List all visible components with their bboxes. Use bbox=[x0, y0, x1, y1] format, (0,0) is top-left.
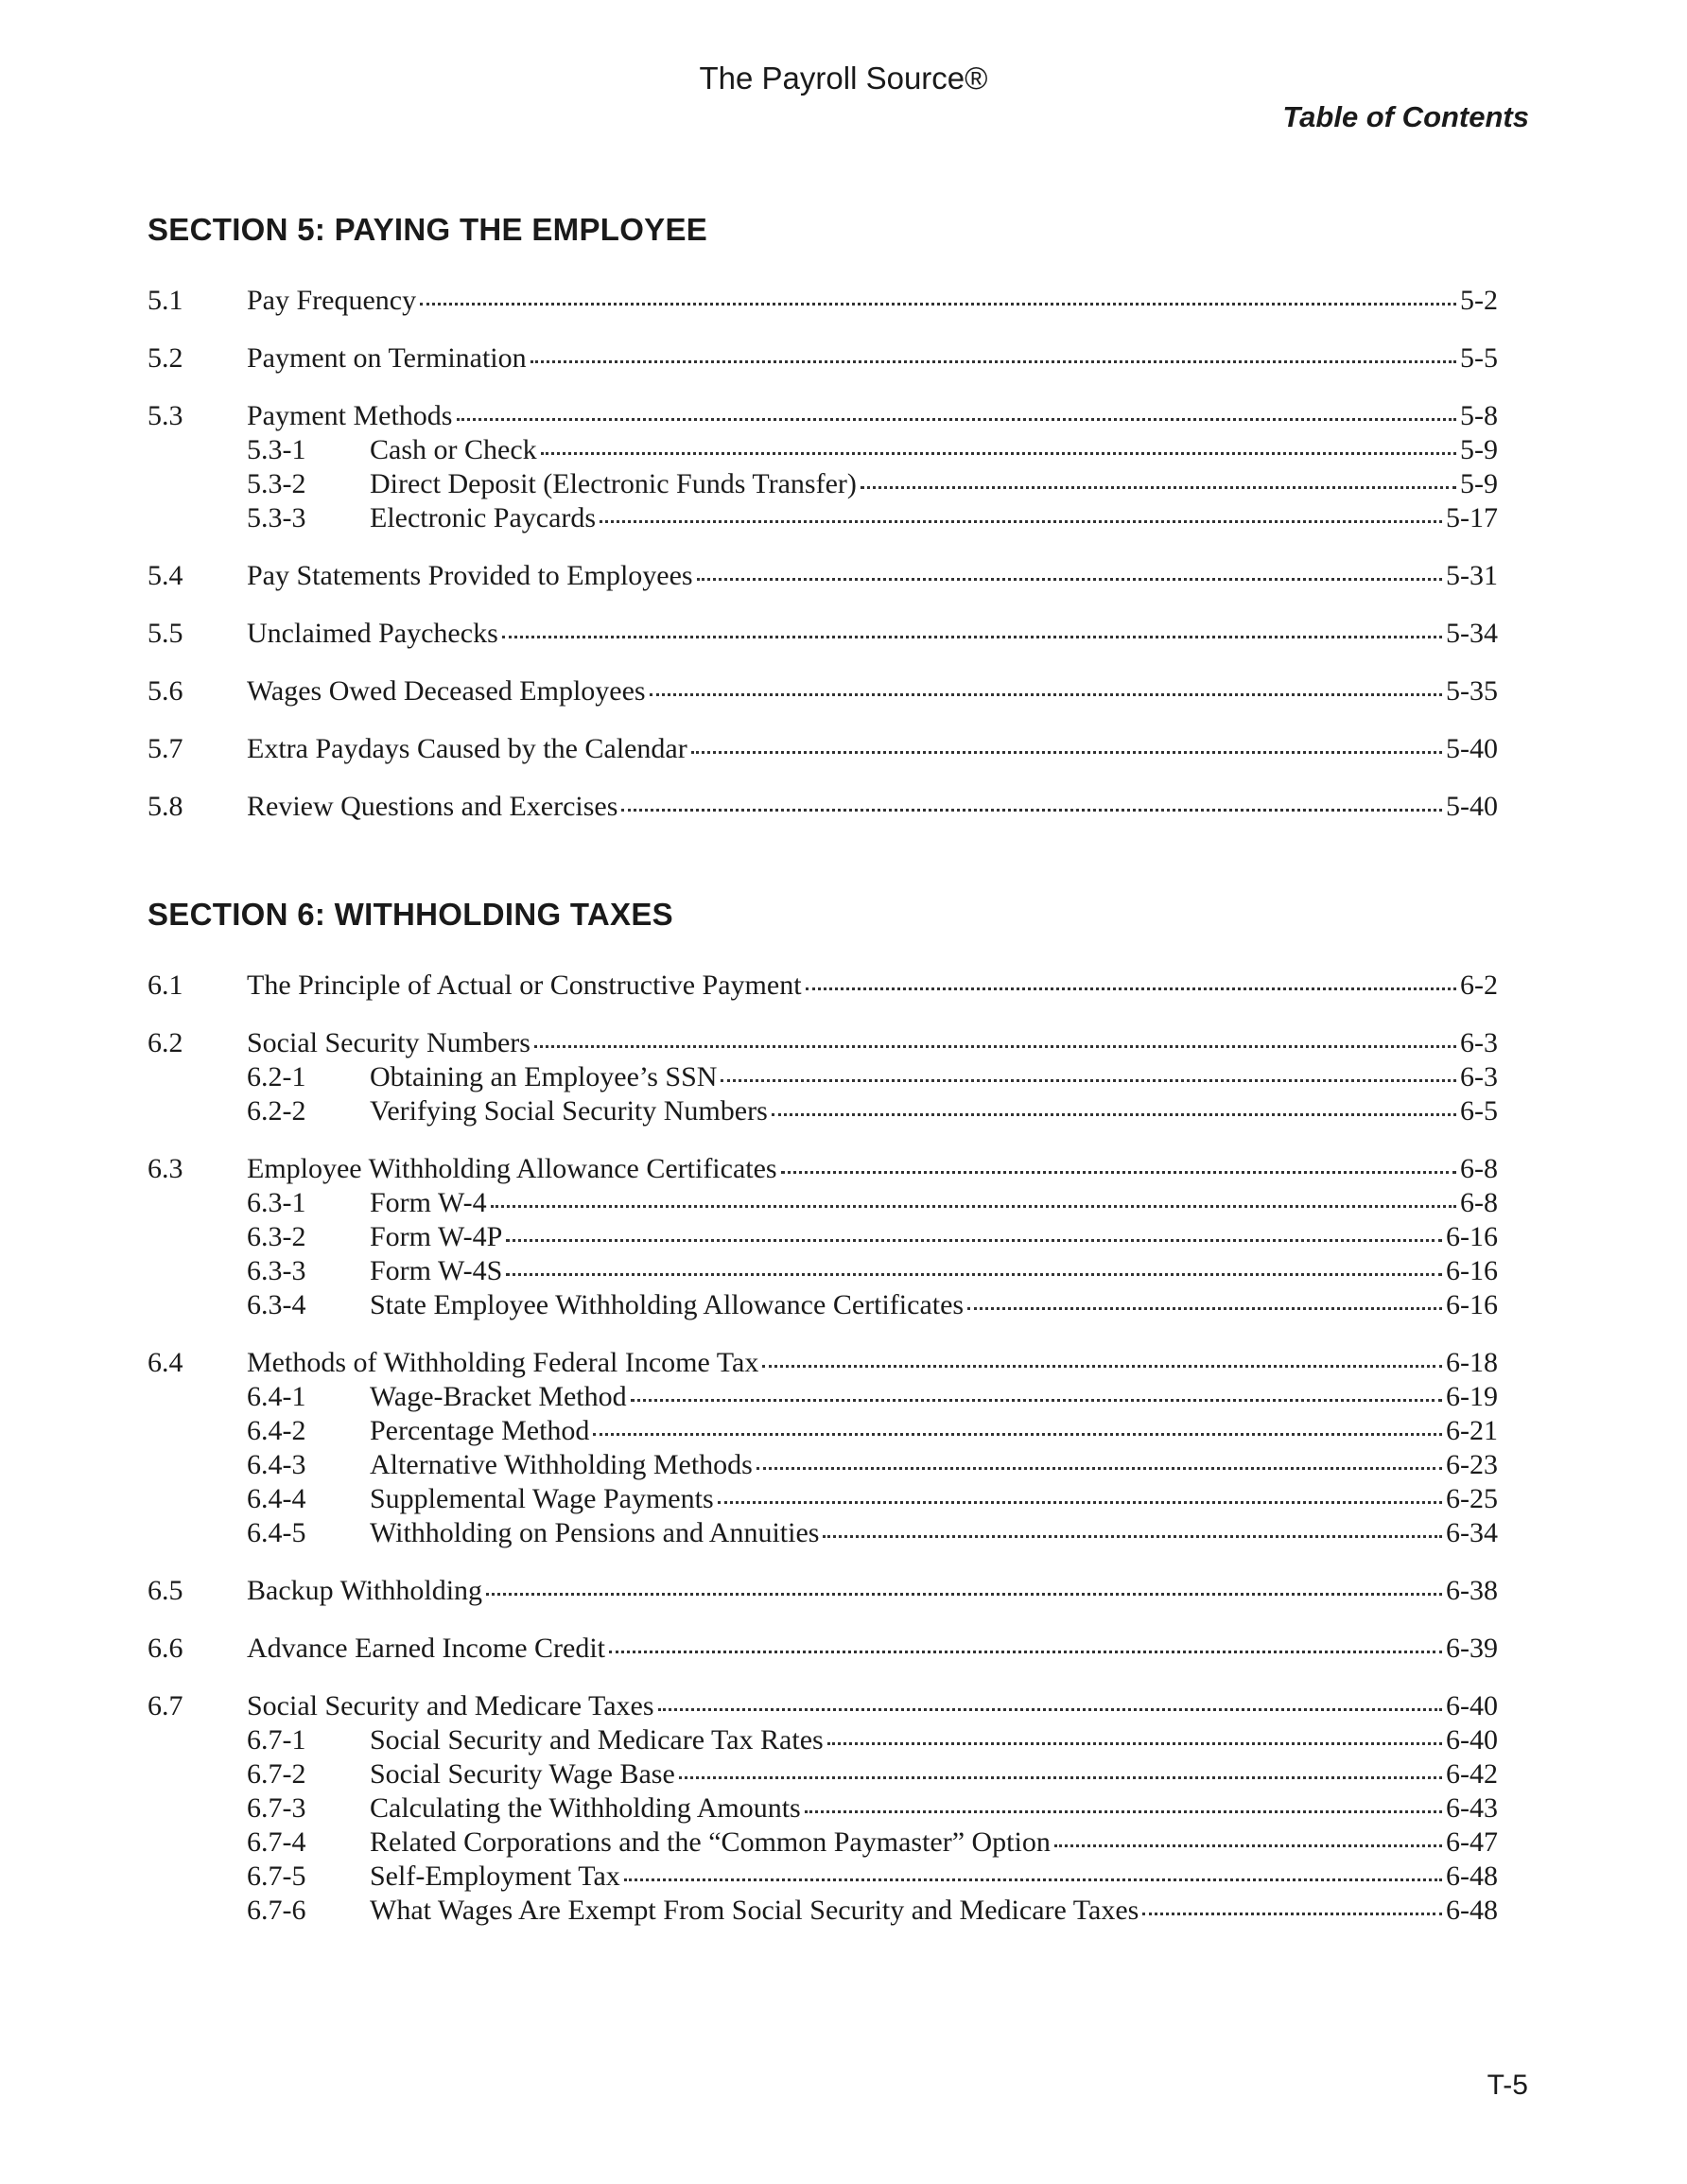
entry-page-number: 6-47 bbox=[1446, 1826, 1498, 1858]
dot-leader bbox=[861, 486, 1456, 489]
entry-number: 6.7-1 bbox=[247, 1724, 306, 1756]
entry-title: The Principle of Actual or Constructive Payment bbox=[247, 970, 802, 1001]
entry-number: 6.5 bbox=[148, 1575, 183, 1606]
dot-leader bbox=[600, 520, 1442, 523]
entry-title: Obtaining an Employee’s SSN bbox=[370, 1061, 718, 1092]
entry-title: Cash or Check bbox=[370, 434, 537, 465]
toc-subentry[interactable] bbox=[148, 1791, 1498, 1826]
dot-leader bbox=[650, 693, 1442, 696]
toc-subentry[interactable] bbox=[148, 1826, 1498, 1860]
entry-page-number: 6-48 bbox=[1446, 1895, 1498, 1926]
toc-entry[interactable] bbox=[148, 284, 1498, 318]
entry-title: Form W-4 bbox=[370, 1187, 487, 1218]
entry-number: 5.4 bbox=[148, 560, 183, 591]
entry-number: 6.3-1 bbox=[247, 1187, 306, 1218]
toc-label: Table of Contents bbox=[1282, 100, 1529, 133]
toc-subentry[interactable] bbox=[148, 1060, 1498, 1094]
dot-leader bbox=[541, 452, 1456, 455]
toc-entry-group bbox=[148, 1574, 1498, 1608]
entry-title: Backup Withholding bbox=[247, 1575, 483, 1606]
toc-entry[interactable] bbox=[148, 969, 1498, 1003]
dot-leader bbox=[718, 1501, 1442, 1504]
dot-leader bbox=[762, 1365, 1442, 1368]
section-heading: SECTION 6: WITHHOLDING TAXES bbox=[148, 897, 673, 932]
entry-page-number: 5-40 bbox=[1446, 791, 1498, 822]
entry-page-number: 6-3 bbox=[1460, 1027, 1498, 1058]
entry-title: Payment on Termination bbox=[247, 342, 527, 374]
entry-title: State Employee Withholding Allowance Certificates bbox=[370, 1289, 965, 1320]
entry-page-number: 6-40 bbox=[1446, 1690, 1498, 1721]
page-number: T-5 bbox=[1487, 2070, 1528, 2101]
entry-title: Payment Methods bbox=[247, 400, 453, 431]
dot-leader bbox=[506, 1239, 1442, 1242]
dot-leader bbox=[697, 578, 1442, 581]
toc-entry[interactable] bbox=[148, 674, 1498, 708]
entry-page-number: 6-3 bbox=[1460, 1061, 1498, 1092]
section-6 bbox=[148, 897, 1498, 1951]
dot-leader bbox=[621, 809, 1442, 812]
toc-subentry[interactable] bbox=[148, 501, 1498, 535]
entry-title: Electronic Paycards bbox=[370, 502, 597, 533]
dot-leader bbox=[757, 1467, 1442, 1470]
toc-entry-group bbox=[148, 790, 1498, 824]
toc-entry[interactable] bbox=[148, 1152, 1498, 1186]
entry-title: Withholding on Pensions and Annuities bbox=[370, 1517, 820, 1548]
toc-subentry[interactable] bbox=[148, 467, 1498, 501]
dot-leader bbox=[502, 636, 1442, 638]
entry-number: 6.7-4 bbox=[247, 1826, 306, 1858]
entry-number: 5.1 bbox=[148, 285, 183, 316]
dot-leader bbox=[1054, 1844, 1442, 1847]
toc-entry-group bbox=[148, 674, 1498, 708]
toc-subentry[interactable] bbox=[148, 1482, 1498, 1516]
entry-page-number: 6-18 bbox=[1446, 1347, 1498, 1378]
dot-leader bbox=[534, 1045, 1456, 1048]
dot-leader bbox=[420, 303, 1456, 306]
entry-number: 6.4-5 bbox=[247, 1517, 306, 1548]
entry-number: 5.3 bbox=[148, 400, 183, 431]
toc-entry-group bbox=[148, 559, 1498, 593]
entry-title: Pay Frequency bbox=[247, 285, 417, 316]
toc-entry-group bbox=[148, 617, 1498, 651]
entry-page-number: 6-16 bbox=[1446, 1255, 1498, 1286]
toc-entry-group bbox=[148, 732, 1498, 766]
toc-entry-group bbox=[148, 399, 1498, 535]
entry-page-number: 5-34 bbox=[1446, 618, 1498, 649]
dot-leader bbox=[658, 1708, 1442, 1711]
entry-title: Form W-4P bbox=[370, 1221, 503, 1252]
entry-number: 6.2-2 bbox=[247, 1095, 306, 1127]
dot-leader bbox=[967, 1307, 1442, 1310]
entry-number: 5.5 bbox=[148, 618, 183, 649]
entry-page-number: 5-35 bbox=[1446, 675, 1498, 707]
toc-entry[interactable] bbox=[148, 1689, 1498, 1723]
toc-entry[interactable] bbox=[148, 732, 1498, 766]
toc-subentry[interactable] bbox=[148, 1186, 1498, 1220]
toc-entry-group bbox=[148, 1346, 1498, 1550]
dot-leader bbox=[457, 418, 1457, 421]
entry-page-number: 6-39 bbox=[1446, 1633, 1498, 1664]
entry-page-number: 6-40 bbox=[1446, 1724, 1498, 1756]
entry-title: Related Corporations and the “Common Paymaster” Option bbox=[370, 1826, 1051, 1858]
toc-subentry[interactable] bbox=[148, 1757, 1498, 1791]
section-5 bbox=[148, 212, 1498, 847]
entry-number: 6.7-6 bbox=[247, 1895, 306, 1926]
entry-page-number: 6-8 bbox=[1460, 1153, 1498, 1184]
entry-title: Extra Paydays Caused by the Calendar bbox=[247, 733, 687, 764]
entry-page-number: 6-42 bbox=[1446, 1758, 1498, 1790]
entry-number: 5.3-3 bbox=[247, 502, 306, 533]
entry-number: 6.3-2 bbox=[247, 1221, 306, 1252]
entry-number: 6.4 bbox=[148, 1347, 183, 1378]
entry-page-number: 6-48 bbox=[1446, 1861, 1498, 1892]
entry-page-number: 5-9 bbox=[1460, 468, 1498, 499]
entry-number: 6.2-1 bbox=[247, 1061, 306, 1092]
toc-subentry[interactable] bbox=[148, 1288, 1498, 1322]
entry-title: Wages Owed Deceased Employees bbox=[247, 675, 646, 707]
entry-number: 6.7-5 bbox=[247, 1861, 306, 1892]
toc-entry[interactable] bbox=[148, 1574, 1498, 1608]
dot-leader bbox=[679, 1776, 1442, 1779]
entry-number: 6.3-3 bbox=[247, 1255, 306, 1286]
entry-title: Form W-4S bbox=[370, 1255, 503, 1286]
entry-page-number: 6-19 bbox=[1446, 1381, 1498, 1412]
toc-subentry[interactable] bbox=[148, 433, 1498, 467]
entry-number: 6.7 bbox=[148, 1690, 183, 1721]
entry-number: 5.7 bbox=[148, 733, 183, 764]
entry-page-number: 6-16 bbox=[1446, 1221, 1498, 1252]
entry-title: Alternative Withholding Methods bbox=[370, 1449, 753, 1480]
entry-title: Social Security Numbers bbox=[247, 1027, 530, 1058]
toc-subentry[interactable] bbox=[148, 1254, 1498, 1288]
entry-page-number: 5-31 bbox=[1446, 560, 1498, 591]
entry-number: 6.4-3 bbox=[247, 1449, 306, 1480]
dot-leader bbox=[823, 1535, 1442, 1538]
dot-leader bbox=[827, 1742, 1442, 1745]
toc-subentry[interactable] bbox=[148, 1516, 1498, 1550]
entry-title: Social Security and Medicare Tax Rates bbox=[370, 1724, 824, 1756]
entry-number: 5.3-2 bbox=[247, 468, 306, 499]
entry-page-number: 6-38 bbox=[1446, 1575, 1498, 1606]
entry-page-number: 6-23 bbox=[1446, 1449, 1498, 1480]
dot-leader bbox=[631, 1399, 1442, 1402]
entry-number: 6.3-4 bbox=[247, 1289, 306, 1320]
dot-leader bbox=[781, 1171, 1456, 1174]
entry-number: 6.7-2 bbox=[247, 1758, 306, 1790]
entry-page-number: 6-21 bbox=[1446, 1415, 1498, 1446]
entry-page-number: 5-40 bbox=[1446, 733, 1498, 764]
dot-leader bbox=[1142, 1913, 1442, 1915]
dot-leader bbox=[806, 987, 1456, 990]
entry-title: What Wages Are Exempt From Social Security and Medicare Taxes bbox=[370, 1895, 1139, 1926]
entry-title: Percentage Method bbox=[370, 1415, 590, 1446]
toc-entry-group bbox=[148, 1026, 1498, 1128]
toc-entry-group bbox=[148, 1632, 1498, 1666]
toc-entry-group bbox=[148, 1689, 1498, 1928]
dot-leader bbox=[624, 1878, 1442, 1881]
dot-leader bbox=[609, 1651, 1442, 1653]
section-heading: SECTION 5: PAYING THE EMPLOYEE bbox=[148, 212, 708, 247]
entry-title: Review Questions and Exercises bbox=[247, 791, 618, 822]
entry-page-number: 6-25 bbox=[1446, 1483, 1498, 1514]
toc-subentry[interactable] bbox=[148, 1220, 1498, 1254]
toc-entry[interactable] bbox=[148, 399, 1498, 433]
dot-leader bbox=[772, 1113, 1456, 1116]
entry-title: Direct Deposit (Electronic Funds Transfer) bbox=[370, 468, 857, 499]
toc-entry-group bbox=[148, 341, 1498, 376]
toc-subentry[interactable] bbox=[148, 1448, 1498, 1482]
entry-page-number: 6-2 bbox=[1460, 970, 1498, 1001]
entry-title: Supplemental Wage Payments bbox=[370, 1483, 714, 1514]
entry-title: Employee Withholding Allowance Certificates bbox=[247, 1153, 777, 1184]
toc-subentry[interactable] bbox=[148, 1894, 1498, 1928]
entry-number: 5.2 bbox=[148, 342, 183, 374]
entry-number: 6.7-3 bbox=[247, 1792, 306, 1824]
running-header: The Payroll Source® bbox=[699, 61, 988, 96]
dot-leader bbox=[491, 1205, 1456, 1208]
entry-title: Advance Earned Income Credit bbox=[247, 1633, 605, 1664]
toc-entry[interactable] bbox=[148, 1346, 1498, 1380]
entry-page-number: 5-9 bbox=[1460, 434, 1498, 465]
toc-entry-group bbox=[148, 969, 1498, 1003]
dot-leader bbox=[486, 1593, 1442, 1596]
entry-title: Social Security Wage Base bbox=[370, 1758, 675, 1790]
entry-page-number: 6-5 bbox=[1460, 1095, 1498, 1127]
entry-number: 6.4-2 bbox=[247, 1415, 306, 1446]
entry-number: 6.3 bbox=[148, 1153, 183, 1184]
dot-leader bbox=[805, 1810, 1442, 1813]
toc-subentry[interactable] bbox=[148, 1414, 1498, 1448]
entry-number: 6.2 bbox=[148, 1027, 183, 1058]
toc-entry-group bbox=[148, 284, 1498, 318]
entry-number: 5.8 bbox=[148, 791, 183, 822]
toc-entry[interactable] bbox=[148, 790, 1498, 824]
entry-page-number: 5-17 bbox=[1446, 502, 1498, 533]
entry-title: Unclaimed Paychecks bbox=[247, 618, 498, 649]
entry-page-number: 6-16 bbox=[1446, 1289, 1498, 1320]
dot-leader bbox=[593, 1433, 1442, 1436]
entry-title: Pay Statements Provided to Employees bbox=[247, 560, 693, 591]
toc-subentry[interactable] bbox=[148, 1380, 1498, 1414]
entry-page-number: 5-8 bbox=[1460, 400, 1498, 431]
entry-title: Social Security and Medicare Taxes bbox=[247, 1690, 654, 1721]
entry-page-number: 5-5 bbox=[1460, 342, 1498, 374]
toc-entry[interactable] bbox=[148, 1632, 1498, 1666]
entry-page-number: 6-34 bbox=[1446, 1517, 1498, 1548]
entry-title: Calculating the Withholding Amounts bbox=[370, 1792, 801, 1824]
dot-leader bbox=[691, 751, 1442, 754]
entry-title: Self-Employment Tax bbox=[370, 1861, 620, 1892]
toc-entry-group bbox=[148, 1152, 1498, 1322]
toc-entry[interactable] bbox=[148, 341, 1498, 376]
entry-number: 6.4-1 bbox=[247, 1381, 306, 1412]
entry-title: Wage-Bracket Method bbox=[370, 1381, 627, 1412]
dot-leader bbox=[721, 1079, 1456, 1082]
toc-subentry[interactable] bbox=[148, 1094, 1498, 1128]
toc-entry[interactable] bbox=[148, 1026, 1498, 1060]
dot-leader bbox=[506, 1273, 1442, 1276]
entry-number: 5.6 bbox=[148, 675, 183, 707]
entry-title: Methods of Withholding Federal Income Tax bbox=[247, 1347, 759, 1378]
toc-subentry[interactable] bbox=[148, 1860, 1498, 1894]
entry-number: 6.6 bbox=[148, 1633, 183, 1664]
entry-number: 6.1 bbox=[148, 970, 183, 1001]
entry-number: 6.4-4 bbox=[247, 1483, 306, 1514]
toc-subentry[interactable] bbox=[148, 1723, 1498, 1757]
dot-leader bbox=[530, 360, 1456, 363]
entry-page-number: 5-2 bbox=[1460, 285, 1498, 316]
toc-entry[interactable] bbox=[148, 559, 1498, 593]
toc-entry[interactable] bbox=[148, 617, 1498, 651]
entry-page-number: 6-43 bbox=[1446, 1792, 1498, 1824]
entry-number: 5.3-1 bbox=[247, 434, 306, 465]
entry-page-number: 6-8 bbox=[1460, 1187, 1498, 1218]
entry-title: Verifying Social Security Numbers bbox=[370, 1095, 768, 1127]
